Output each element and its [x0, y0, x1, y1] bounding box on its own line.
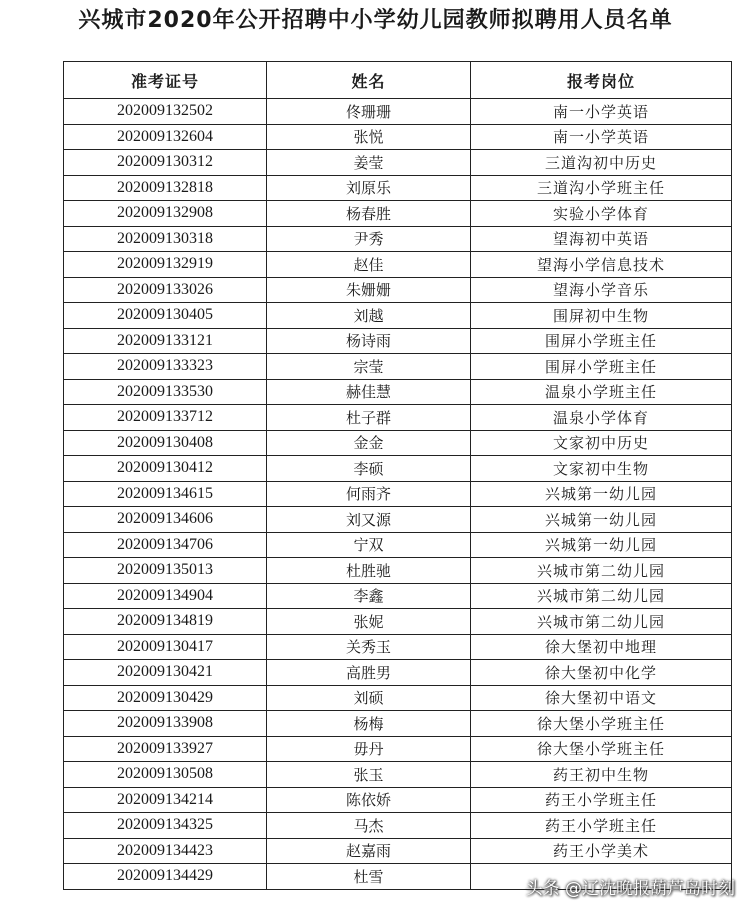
exam-id-cell: 202009132818	[64, 175, 267, 201]
candidate-name-cell: 杜雪	[267, 864, 471, 890]
position-cell: 兴城市第二幼儿园	[471, 583, 732, 609]
position-cell: 三道沟小学班主任	[471, 175, 732, 201]
candidate-name-cell: 何雨齐	[267, 481, 471, 507]
position-cell: 徐大堡小学班主任	[471, 711, 732, 737]
position-cell: 三道沟初中历史	[471, 150, 732, 176]
column-header-position: 报考岗位	[471, 62, 732, 99]
table-row	[64, 685, 732, 711]
candidate-name-cell: 陈依娇	[267, 787, 471, 813]
candidate-name-cell: 杨诗雨	[267, 328, 471, 354]
candidate-table	[63, 61, 732, 890]
candidate-name-cell: 杜子群	[267, 405, 471, 431]
table-row	[64, 660, 732, 686]
table-row	[64, 838, 732, 864]
position-cell: 南一小学英语	[471, 124, 732, 150]
exam-id-cell: 202009132604	[64, 124, 267, 150]
exam-id-cell: 202009130429	[64, 685, 267, 711]
candidate-name-cell: 李硕	[267, 456, 471, 482]
candidate-name-cell: 张悦	[267, 124, 471, 150]
candidate-name-cell: 杨梅	[267, 711, 471, 737]
exam-id-cell: 202009134214	[64, 787, 267, 813]
position-cell: 文家初中生物	[471, 456, 732, 482]
position-cell: 药王小学美术	[471, 838, 732, 864]
candidate-name-cell: 马杰	[267, 813, 471, 839]
table-row	[64, 507, 732, 533]
table-body	[64, 99, 732, 890]
exam-id-cell: 202009133712	[64, 405, 267, 431]
candidate-name-cell: 刘硕	[267, 685, 471, 711]
position-cell: 药王小学班主任	[471, 787, 732, 813]
exam-id-cell: 202009130408	[64, 430, 267, 456]
table-row	[64, 328, 732, 354]
position-cell: 药王小学班主任	[471, 813, 732, 839]
table-row	[64, 456, 732, 482]
candidate-name-cell: 宗莹	[267, 354, 471, 380]
position-cell: 兴城市第二幼儿园	[471, 609, 732, 635]
position-cell: 徐大堡小学班主任	[471, 736, 732, 762]
exam-id-cell: 202009133026	[64, 277, 267, 303]
table-row	[64, 813, 732, 839]
table-row	[64, 379, 732, 405]
table-row	[64, 226, 732, 252]
exam-id-cell: 202009130318	[64, 226, 267, 252]
table-header	[64, 62, 732, 99]
position-cell: 徐大堡初中地理	[471, 634, 732, 660]
table-row	[64, 558, 732, 584]
table-row	[64, 354, 732, 380]
table-row	[64, 277, 732, 303]
exam-id-cell: 202009130405	[64, 303, 267, 329]
watermark: 头条 @辽沈晚报葫芦岛时刻	[525, 879, 735, 899]
position-cell: 温泉小学班主任	[471, 379, 732, 405]
table-row	[64, 583, 732, 609]
candidate-name-cell: 毋丹	[267, 736, 471, 762]
candidate-name-cell: 金金	[267, 430, 471, 456]
position-cell: 兴城第一幼儿园	[471, 532, 732, 558]
candidate-name-cell: 杨春胜	[267, 201, 471, 227]
table-row	[64, 711, 732, 737]
candidate-name-cell: 高胜男	[267, 660, 471, 686]
exam-id-cell: 202009133323	[64, 354, 267, 380]
position-cell: 兴城市第二幼儿园	[471, 558, 732, 584]
candidate-name-cell: 关秀玉	[267, 634, 471, 660]
exam-id-cell: 202009133530	[64, 379, 267, 405]
exam-id-cell: 202009130421	[64, 660, 267, 686]
candidate-name-cell: 佟珊珊	[267, 99, 471, 125]
table-row	[64, 430, 732, 456]
position-cell: 文家初中历史	[471, 430, 732, 456]
exam-id-cell: 202009135013	[64, 558, 267, 584]
position-cell: 围屏小学班主任	[471, 328, 732, 354]
table-row	[64, 201, 732, 227]
table-row	[64, 99, 732, 125]
table-row	[64, 150, 732, 176]
candidate-name-cell: 尹秀	[267, 226, 471, 252]
candidate-name-cell: 刘又源	[267, 507, 471, 533]
exam-id-cell: 202009132908	[64, 201, 267, 227]
exam-id-cell: 202009133927	[64, 736, 267, 762]
exam-id-cell: 202009133121	[64, 328, 267, 354]
table-row	[64, 736, 732, 762]
position-cell: 望海小学信息技术	[471, 252, 732, 278]
exam-id-cell: 202009134429	[64, 864, 267, 890]
column-header-name: 姓名	[267, 62, 471, 99]
candidate-name-cell: 宁双	[267, 532, 471, 558]
candidate-name-cell: 杜胜驰	[267, 558, 471, 584]
table-row	[64, 532, 732, 558]
position-cell: 南一小学英语	[471, 99, 732, 125]
column-header-exam-id: 准考证号	[64, 62, 267, 99]
exam-id-cell: 202009130508	[64, 762, 267, 788]
table-row	[64, 303, 732, 329]
position-cell: 望海小学音乐	[471, 277, 732, 303]
exam-id-cell: 202009134606	[64, 507, 267, 533]
candidate-name-cell: 赵佳	[267, 252, 471, 278]
candidate-name-cell: 张妮	[267, 609, 471, 635]
candidate-name-cell: 赵嘉雨	[267, 838, 471, 864]
exam-id-cell: 202009132919	[64, 252, 267, 278]
position-cell: 围屏初中生物	[471, 303, 732, 329]
candidate-name-cell: 刘越	[267, 303, 471, 329]
position-cell: 实验小学体育	[471, 201, 732, 227]
table-row	[64, 634, 732, 660]
document-title: 兴城市2020年公开招聘中小学幼儿园教师拟聘用人员名单	[78, 8, 673, 33]
exam-id-cell: 202009134819	[64, 609, 267, 635]
exam-id-cell: 202009134904	[64, 583, 267, 609]
table-row	[64, 175, 732, 201]
exam-id-cell: 202009130412	[64, 456, 267, 482]
table-row	[64, 124, 732, 150]
position-cell: 徐大堡初中化学	[471, 660, 732, 686]
position-cell: 兴城第一幼儿园	[471, 481, 732, 507]
exam-id-cell: 202009132502	[64, 99, 267, 125]
candidate-name-cell: 刘原乐	[267, 175, 471, 201]
table-row	[64, 609, 732, 635]
position-cell: 围屏小学班主任	[471, 354, 732, 380]
candidate-name-cell: 姜莹	[267, 150, 471, 176]
table-row	[64, 787, 732, 813]
exam-id-cell: 202009134615	[64, 481, 267, 507]
table-row	[64, 762, 732, 788]
candidate-name-cell: 李鑫	[267, 583, 471, 609]
table-row	[64, 252, 732, 278]
candidate-name-cell: 赫佳慧	[267, 379, 471, 405]
position-cell: 兴城第一幼儿园	[471, 507, 732, 533]
exam-id-cell: 202009134325	[64, 813, 267, 839]
table-row	[64, 481, 732, 507]
header-row	[64, 62, 732, 99]
exam-id-cell: 202009130417	[64, 634, 267, 660]
exam-id-cell: 202009134706	[64, 532, 267, 558]
exam-id-cell: 202009134423	[64, 838, 267, 864]
position-cell: 望海初中英语	[471, 226, 732, 252]
position-cell: 徐大堡初中语文	[471, 685, 732, 711]
exam-id-cell: 202009133908	[64, 711, 267, 737]
position-cell: 温泉小学体育	[471, 405, 732, 431]
table-row	[64, 405, 732, 431]
position-cell: 药王初中生物	[471, 762, 732, 788]
candidate-name-cell: 张玉	[267, 762, 471, 788]
exam-id-cell: 202009130312	[64, 150, 267, 176]
candidate-name-cell: 朱姗姗	[267, 277, 471, 303]
